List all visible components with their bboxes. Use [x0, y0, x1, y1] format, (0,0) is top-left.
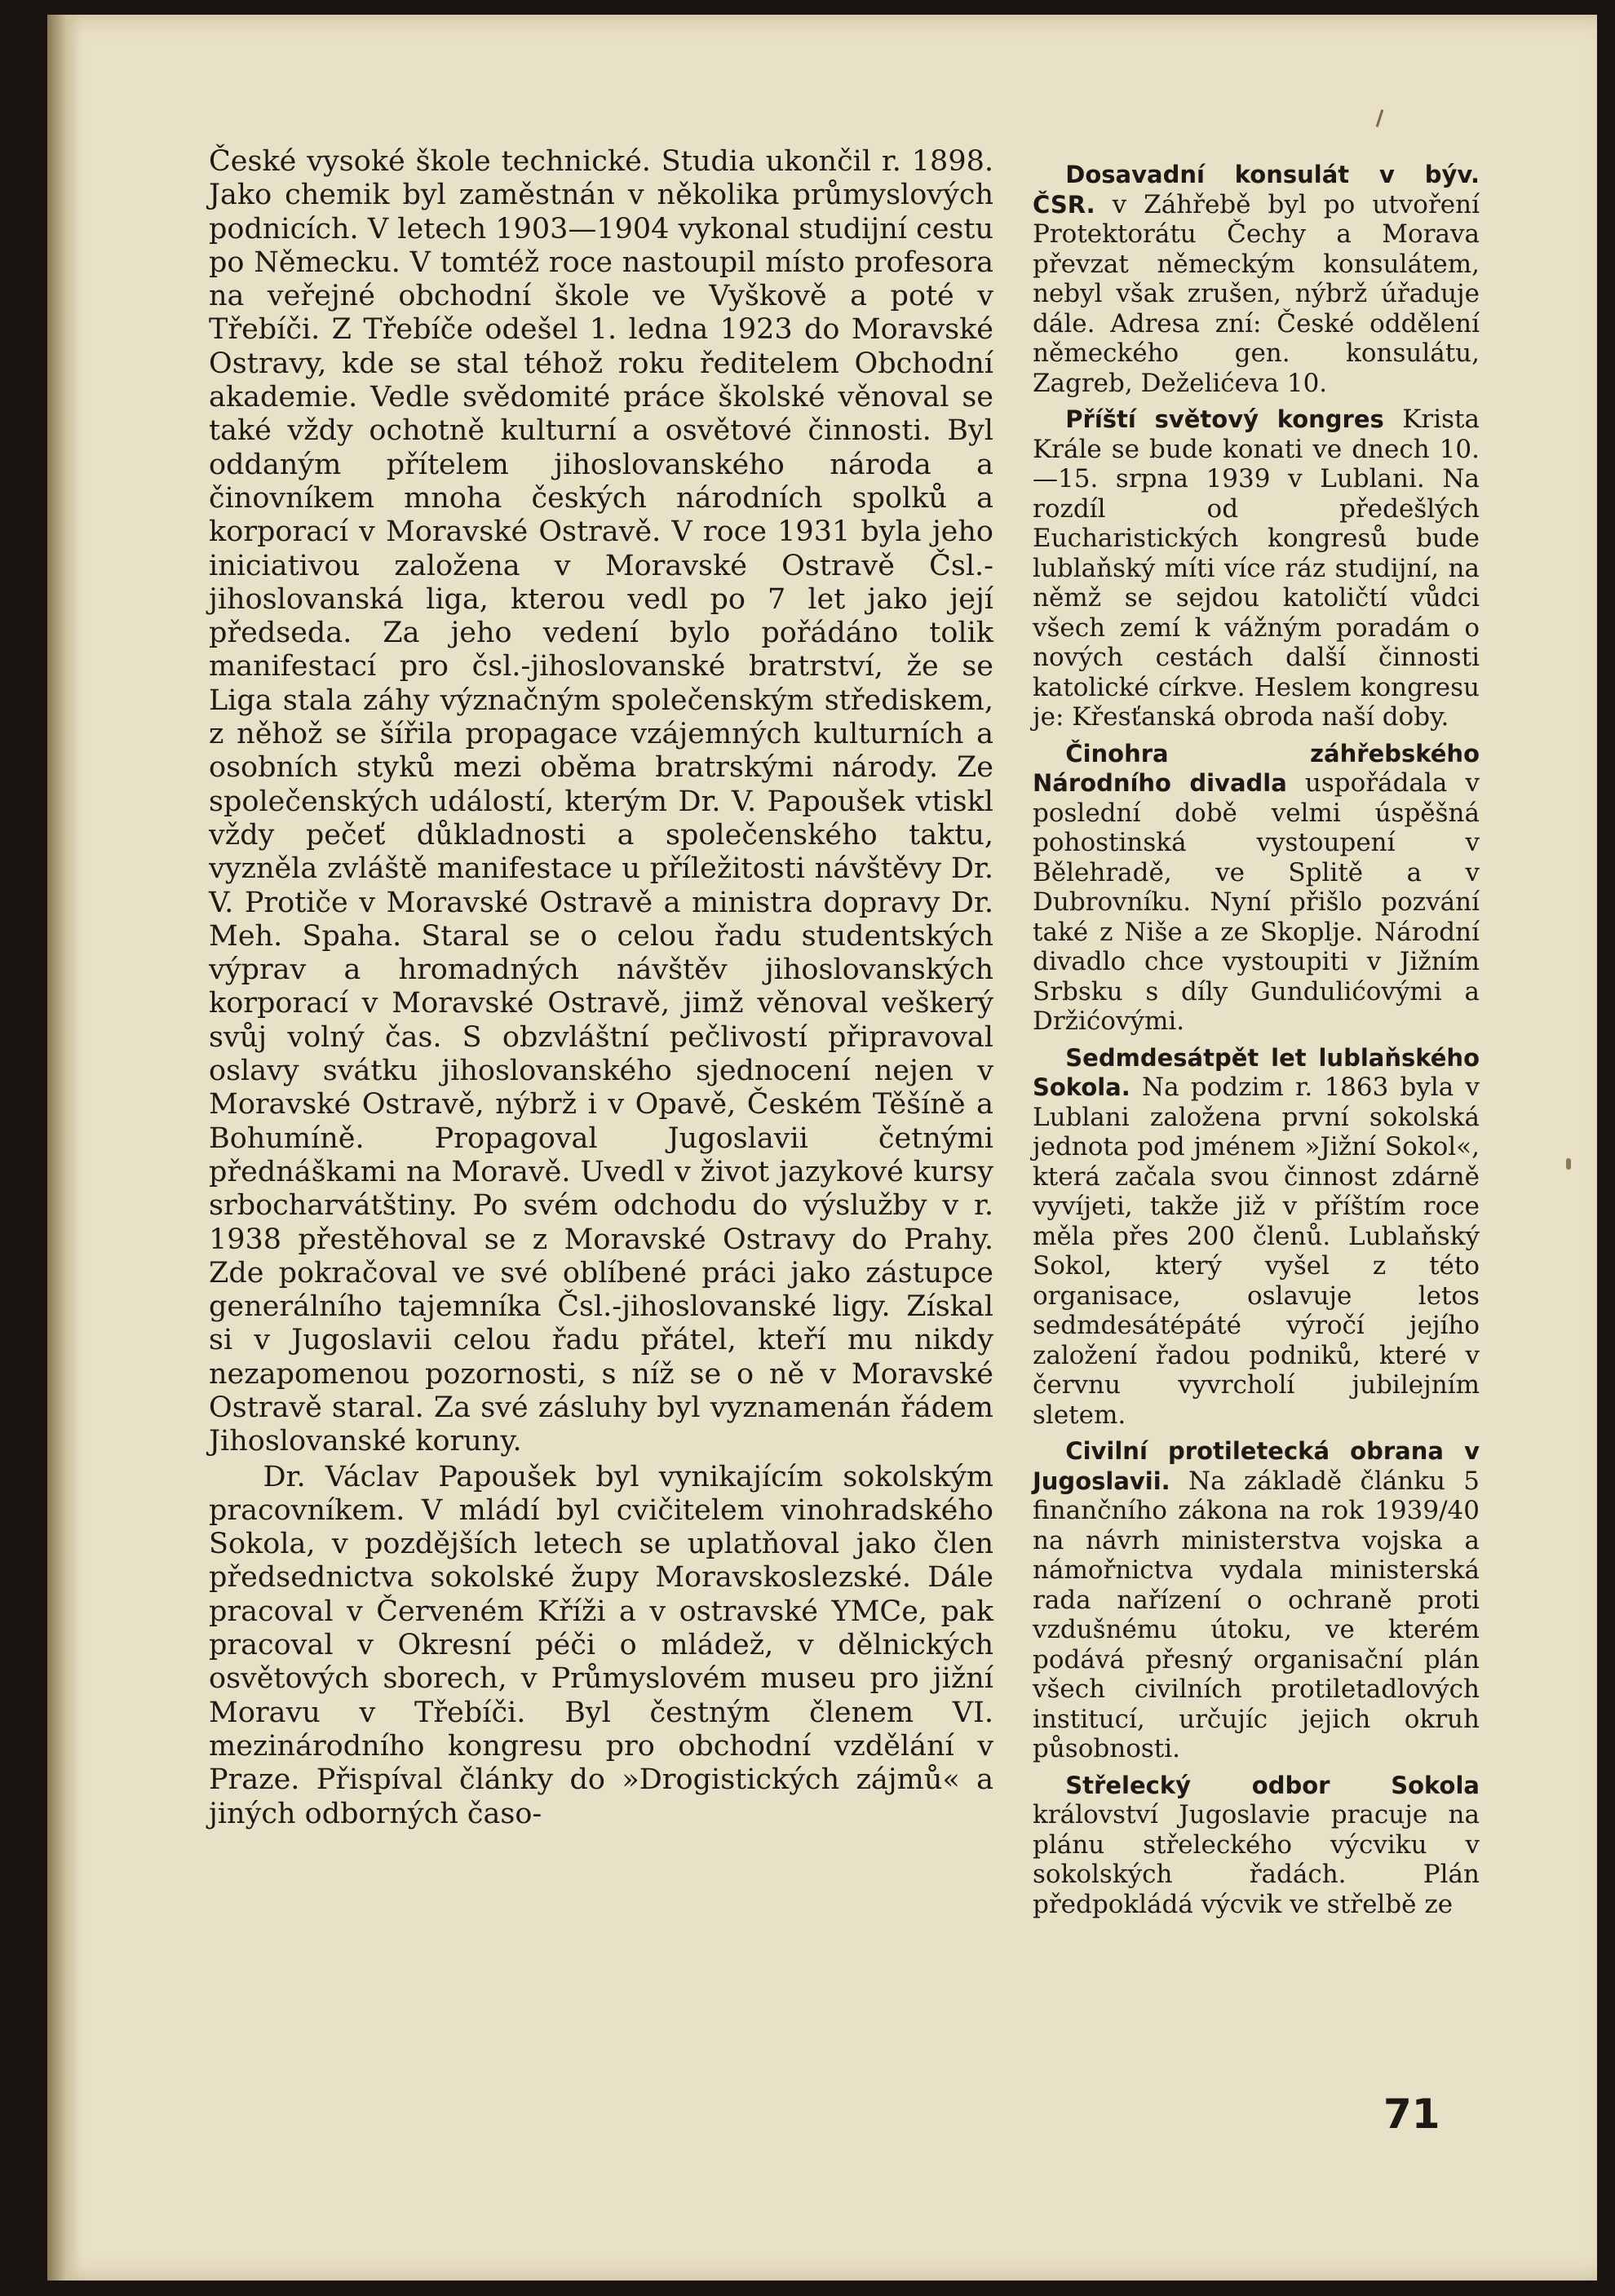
margin-spot [1566, 1158, 1571, 1170]
news-heading: Činohra záhřebského Národního divadla [1033, 739, 1480, 797]
news-heading: Příští světový kongres [1065, 405, 1384, 433]
news-heading: Dosavadní konsulát v býv. ČSR. [1033, 161, 1480, 219]
page-number: 71 [1383, 2090, 1440, 2138]
news-text: království Jugoslavie pracuje na plánu střeleckého výcviku v sokolských řadách. Plán předpokládá výcvik ve střelbě ze [1033, 1800, 1480, 1919]
left-paragraph-2: Dr. Václav Papoušek byl vynikajícím sokolským pracovníkem. V mládí byl cvičitelem vinohradského Sokola, v pozdějších letech se uplatňoval jako člen předsednictva sokolské župy Moravskoslezské. Dále pracoval v Červeném Kříži a v ostravské YMCe, pak pracoval v Okresní péči o mládež, v dělnických osvětových sborech, v Průmyslovém museu pro jižní Moravu v Třebíči. Byl čestným členem VI. mezinárodního kongresu pro obchodní vzdělání v Praze. Přispíval články do »Drogistických zájmů« a jiných odborných časo- [209, 1460, 993, 1830]
news-text: Na podzim r. 1863 byla v Lublani založena první sokolská jednota pod jménem »Jižní Sokol«, která začala svou činnost zdárně vyvíjeti, takže již v příštím roce měla přes 200 členů. Lublaňský Sokol, který vyšel z této organisace, oslavuje letos sedmdesátépáté výročí jejího založení řadou podniků, které v červnu vyvrcholí jubilejním sletem. [1033, 1073, 1480, 1430]
news-text: Krista Krále se bude konati ve dnech 10.—15. srpna 1939 v Lublani. Na rozdíl od předešlých Eucharistických kongresů bude lublaňský míti více ráz studijní, na němž se sejdou katoličtí vůdci všech zemí k vážným poradám o nových cestách další činnosti katolické církve. Heslem kongresu je: Křesťanská obroda naší doby. [1033, 405, 1480, 732]
news-heading: Střelecký odbor Sokola [1065, 1771, 1480, 1799]
news-heading: Civilní protiletecká obrana v Jugoslavii. [1033, 1437, 1480, 1495]
news-text: uspořádala v poslední době velmi úspěšná pohostinská vystoupení v Bělehradě, ve Splitě a v Dubrovníku. Nyní přišlo pozvání také z Niše a ze Skoplje. Národní divadlo chce vystoupiti v Jižním Srbsku s díly Gundulićovými a Držićovými. [1033, 768, 1480, 1036]
right-column [1033, 160, 1480, 1926]
news-item-air-defence [1033, 1436, 1480, 1764]
book-page [47, 15, 1597, 2281]
left-column [209, 145, 993, 1831]
left-paragraph-1: České vysoké škole technické. Studia ukončil r. 1898. Jako chemik byl zaměstnán v několika průmyslových podnicích. V letech 1903—1904 vykonal studijní cestu po Německu. V tomtéž roce nastoupil místo profesora na veřejné obchodní škole ve Vyškově a poté v Třebíči. Z Třebíče odešel 1. ledna 1923 do Moravské Ostravy, kde se stal téhož roku ředitelem Obchodní akademie. Vedle svědomité práce školské věnoval se také vždy ochotně kulturní a osvětové činnosti. Byl oddaným přítelem jihoslovanského národa a činovníkem mnoha českých národních spolků a korporací v Moravské Ostravě. V roce 1931 byla jeho iniciativou založena v Moravské Ostravě Čsl.-jihoslovanská liga, kterou vedl po 7 let jako její předseda. Za jeho vedení bylo pořádáno tolik manifestací pro čsl.-jihoslovanské bratrství, že se Liga stala záhy význačným společenským střediskem, z něhož se šířila propagace vzájemných kulturních a osobních styků mezi oběma bratrskými národy. Ze společenských událostí, kterým Dr. V. Papoušek vtiskl vždy pečeť důkladnosti a společenského taktu, vyzněla zvláště manifestace u příležitosti návštěvy Dr. V. Protiče v Moravské Ostravě a ministra dopravy Dr. Meh. Spaha. Staral se o celou řadu studentských výprav a hromadných návštěv jihoslovanských korporací v Moravské Ostravě, jimž věnoval veškerý svůj volný čas. S obzvláštní pečlivostí připravoval oslavy svátku jihoslovanského sjednocení nejen v Moravské Ostravě, nýbrž i v Opavě, Českém Těšíně a Bohumíně. Propagoval Jugoslavii četnými přednáškami na Moravě. Uvedl v život jazykové kursy srbocharvátštiny. Po svém odchodu do výslužby v r. 1938 přestěhoval se z Moravské Ostravy do Prahy. Zde pokračoval ve své oblíbené práci jako zástupce generálního tajemníka Čsl.-jihoslovanské ligy. Získal si v Jugoslavii celou řadu přátel, kteří mu nikdy nezapomenou pozornosti, s níž se o ně v Moravské Ostravě staral. Za své zásluhy byl vyznamenán řádem Jihoslovanské koruny. [209, 145, 993, 1458]
news-text: Na základě článku 5 finančního zákona na rok 1939/40 na návrh ministerstva vojska a námořnictva vydala ministerská rada nařízení o ochraně proti vzdušnému útoku, ve kterém podává přesný organisační plán všech civilních protiletadlových institucí, určujíc jejich okruh působnosti. [1033, 1466, 1480, 1763]
news-item-sokol-anniversary [1033, 1043, 1480, 1431]
news-item-shooting [1033, 1771, 1480, 1920]
news-item-theatre [1033, 739, 1480, 1037]
news-item-congress [1033, 405, 1480, 732]
book-spine-shadow [47, 15, 80, 2281]
news-heading: Sedmdesátpět let lublaňského Sokola. [1033, 1043, 1480, 1101]
news-text: v Záhřebě byl po utvoření Protektorátu Čechy a Morava převzat německým konsulátem, nebyl však zrušen, nýbrž úřaduje dále. Adresa zní: České oddělení německého gen. konsulátu, Zagreb, Deželićeva 10. [1033, 189, 1480, 398]
news-item-consulate [1033, 160, 1480, 398]
pencil-mark [1376, 109, 1384, 127]
